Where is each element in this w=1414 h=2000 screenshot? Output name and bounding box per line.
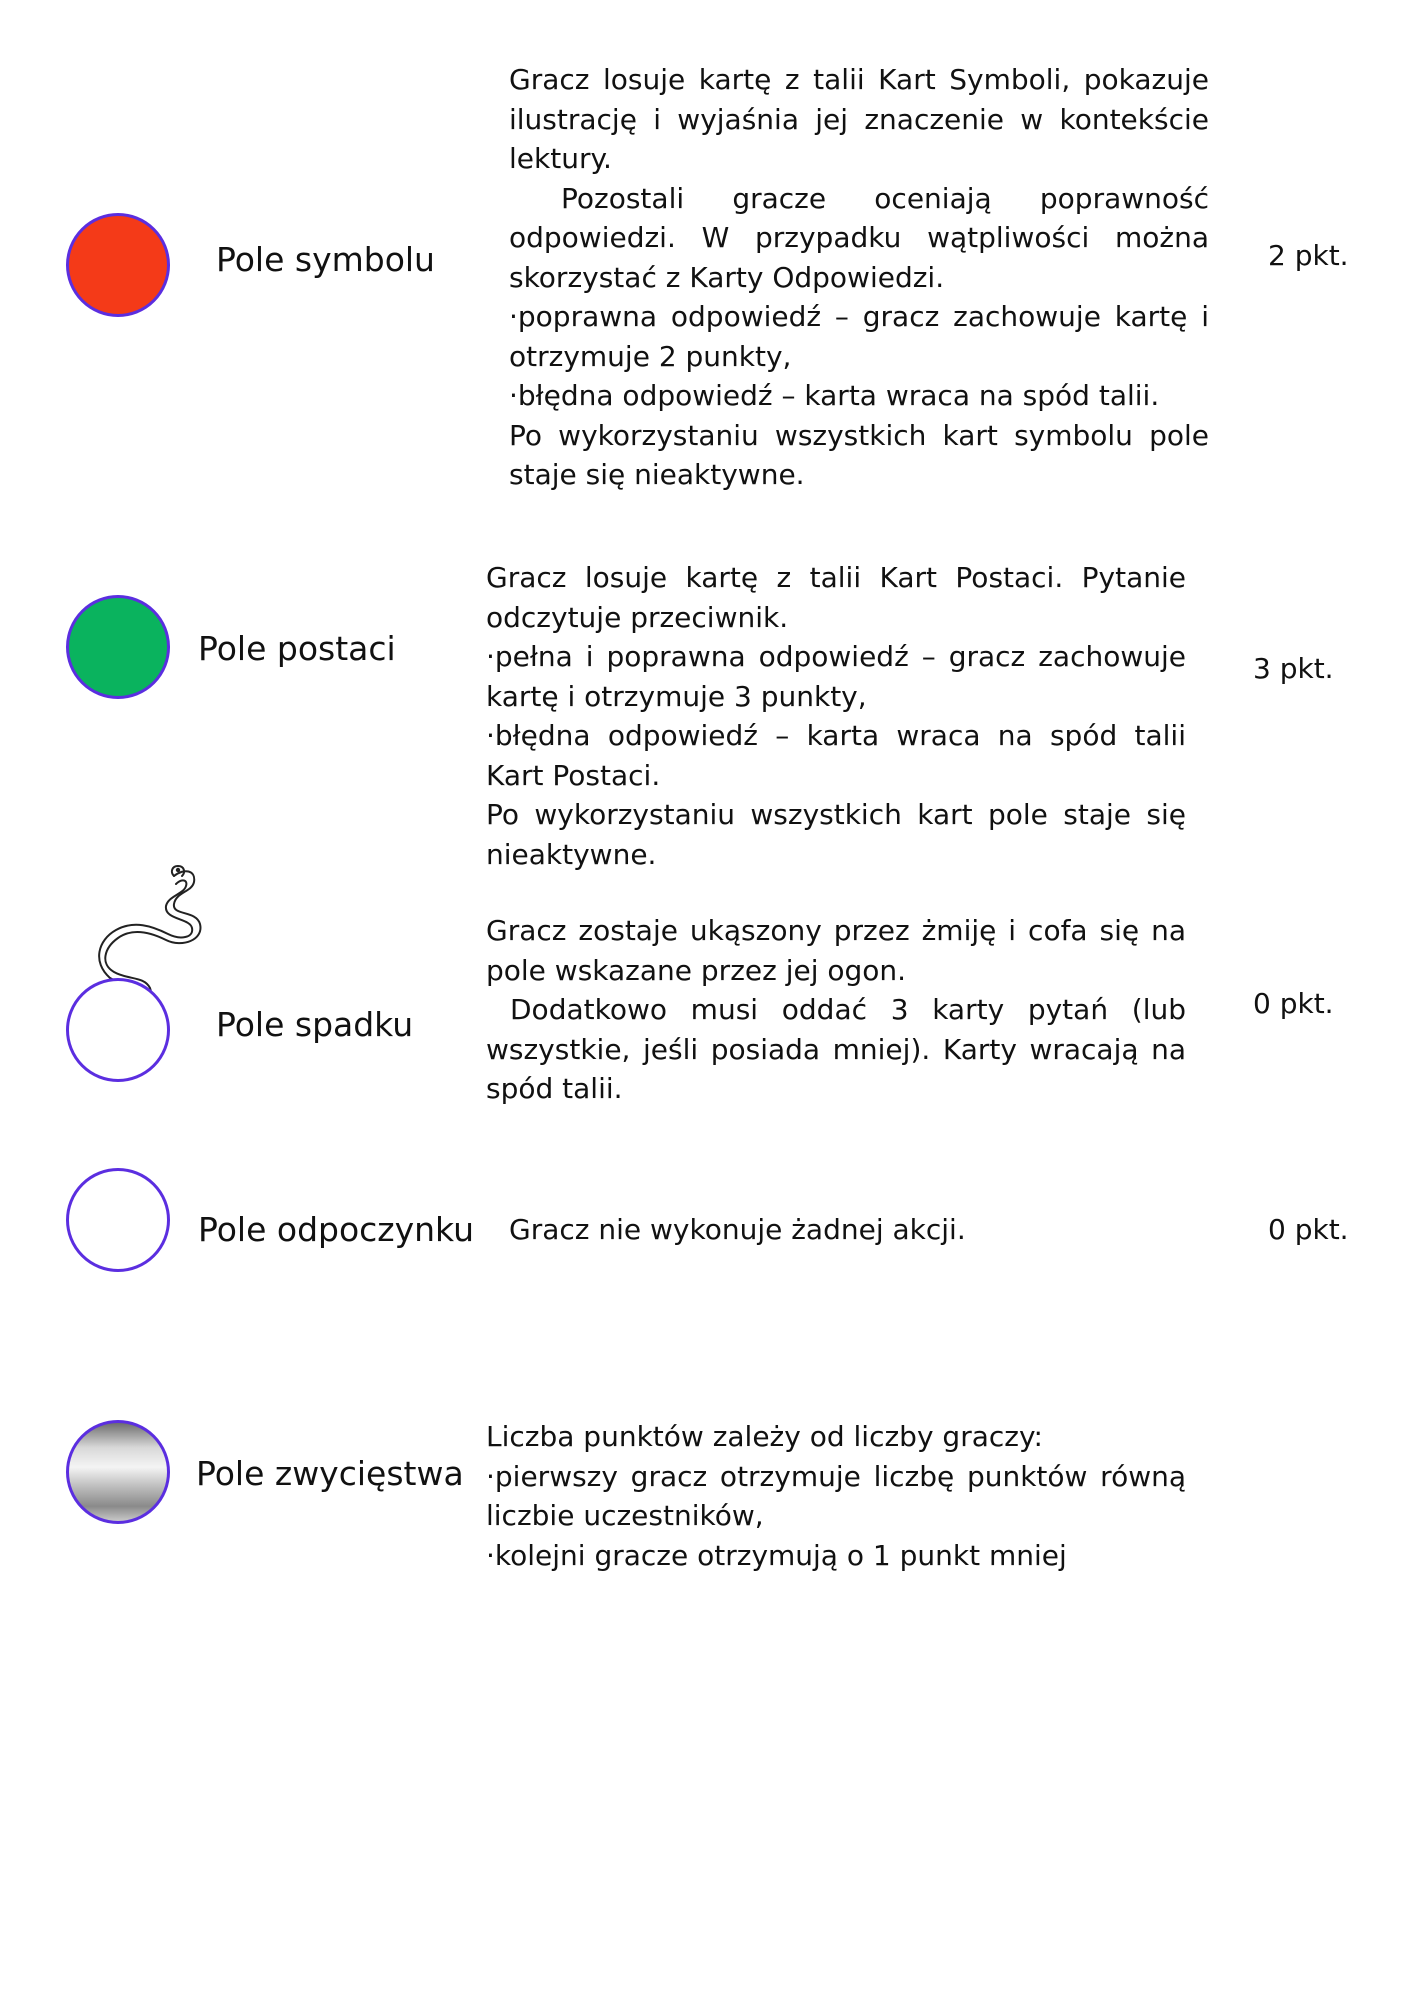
field-description-character: [486, 558, 1186, 874]
field-description-symbol: [509, 60, 1209, 495]
fall-field-circle-icon: [66, 978, 170, 1082]
description-paragraph: Po wykorzystaniu wszystkich kart symbolu pole staje się nieaktywne.: [509, 418, 1209, 491]
description-paragraph: ·kolejni gracze otrzymują o 1 punkt mniej: [486, 1538, 1067, 1572]
field-points-character: 3 pkt.: [1253, 652, 1334, 685]
description-paragraph: ·pełna i poprawna odpowiedź – gracz zachowuje kartę i otrzymuje 3 punkty,: [486, 640, 1186, 713]
field-name-rest: Pole odpoczynku: [198, 1210, 475, 1249]
description-paragraph: Gracz losuje kartę z talii Kart Symboli, pokazuje ilustrację i wyjaśnia jej znaczenie w kontekście lektury.: [509, 63, 1209, 175]
victory-field-circle-icon: [66, 1420, 170, 1524]
field-name-character: Pole postaci: [198, 629, 396, 668]
character-field-circle-icon: [66, 595, 170, 699]
description-paragraph: ·poprawna odpowiedź – gracz zachowuje kartę i otrzymuje 2 punkty,: [509, 300, 1209, 373]
field-name-fall: Pole spadku: [216, 1005, 414, 1044]
field-name-victory: Pole zwycięstwa: [196, 1454, 464, 1493]
description-paragraph: Dodatkowo musi oddać 3 karty pytań (lub wszystkie, jeśli posiada mniej). Karty wracają na spód talii.: [486, 993, 1186, 1105]
field-description-fall: [486, 911, 1186, 1109]
field-points-symbol: 2 pkt.: [1268, 239, 1349, 272]
description-paragraph: ·pierwszy gracz otrzymuje liczbę punktów równą liczbie uczestników,: [486, 1459, 1186, 1532]
field-name-symbol: Pole symbolu: [216, 240, 435, 279]
field-description-rest: [509, 1210, 1209, 1250]
description-paragraph: Gracz nie wykonuje żadnej akcji.: [509, 1213, 966, 1246]
description-paragraph: Gracz losuje kartę z talii Kart Postaci. Pytanie odczytuje przeciwnik.: [486, 561, 1186, 634]
field-points-fall: 0 pkt.: [1253, 987, 1334, 1020]
field-points-rest: 0 pkt.: [1268, 1213, 1349, 1246]
rest-field-circle-icon: [66, 1168, 170, 1272]
description-paragraph: Pozostali gracze oceniają poprawność odpowiedzi. W przypadku wątpliwości można skorzystać z Karty Odpowiedzi.: [509, 181, 1209, 294]
description-paragraph: Po wykorzystaniu wszystkich kart pole staje się nieaktywne.: [486, 798, 1186, 871]
description-paragraph: Liczba punktów zależy od liczby graczy:: [486, 1420, 1043, 1453]
description-paragraph: ·błędna odpowiedź – karta wraca na spód talii Kart Postaci.: [486, 719, 1186, 792]
field-description-victory: [486, 1417, 1186, 1575]
description-paragraph: Gracz zostaje ukąszony przez żmiję i cofa się na pole wskazane przez jej ogon.: [486, 914, 1186, 987]
symbol-field-circle-icon: [66, 213, 170, 317]
description-paragraph: ·błędna odpowiedź – karta wraca na spód talii.: [509, 379, 1160, 412]
